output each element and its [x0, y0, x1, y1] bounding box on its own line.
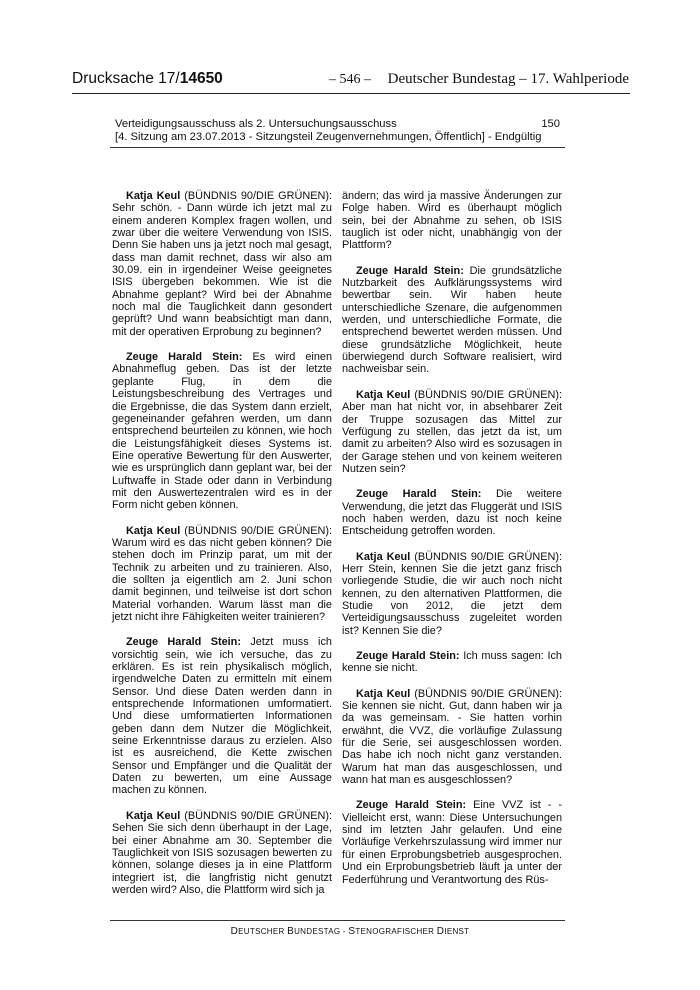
speaker-name: Katja Keul	[356, 388, 411, 401]
protocol-page-number: 150	[541, 118, 560, 130]
speaker-affiliation: (BÜNDNIS 90/DIE GRÜNEN):	[180, 809, 332, 822]
transcript-paragraph	[112, 190, 332, 338]
left-column	[112, 190, 332, 909]
transcript-paragraph	[112, 810, 332, 896]
transcript-paragraph	[342, 650, 562, 675]
transcript-paragraph	[112, 636, 332, 796]
statement-text: Ich muss sagen: Ich kenne sie nicht.	[342, 650, 562, 675]
page-label: – 546 –	[329, 72, 371, 87]
right-column	[342, 190, 562, 899]
statement-text: Sie kennen sie nicht. Gut, dann haben wir ja da was gemeinsam. - Sie hatten vorhin erwähnt, die VVZ, die vorläufige Zulassung für die Serie, sei ausgeschlossen worden. Das habe ich noch nicht ganz verstanden. Warum hat man das ausgeschlossen, und wann hat man es ausgeschlossen?	[342, 700, 562, 787]
speaker-affiliation: (BÜNDNIS 90/DIE GRÜNEN):	[410, 687, 562, 700]
speaker-name: Katja Keul	[126, 190, 181, 202]
footer-rule	[110, 920, 565, 921]
speaker-affiliation: (BÜNDNIS 90/DIE GRÜNEN):	[410, 388, 562, 401]
speaker-name: Katja Keul	[356, 687, 411, 700]
document-number: Drucksache 17/14650	[72, 70, 223, 87]
statement-text: Herr Stein, kennen Sie die jetzt ganz frisch vorliegende Studie, die wir auch noch nicht kennen, zu den alternativen Plattformen, die Studie von 2012, die jetzt dem Verteidigungsausschuss zugeleitet worden ist? Kennen Sie die?	[342, 562, 562, 637]
transcript-paragraph	[342, 799, 562, 885]
subheader-rule	[110, 147, 565, 148]
statement-text: Die grundsätzliche Nutzbarkeit des Aufklärungssystems wird bewertbar sein. Wir haben heute unterschiedliche Szenare, die aufgenommen werden, und unterschiedliche Formate, die entsprechend bewertet werden müssen. Und diese grundsätzliche Möglichkeit, heute überwiegend durch Software realisiert, wird nachweisbar sein.	[342, 264, 562, 376]
statement-text: Warum wird es das nicht geben können? Die stehen doch im Prinzip parat, um mit der Technik zu arbeiten und zu trainieren. Also, die sollten ja eigentlich am 2. Juni schon damit beginnen, und teilweise ist dort schon Material vorhanden. Warum lässt man die jetzt nicht ihre Fähigkeiten weiter trainieren?	[112, 536, 332, 623]
statement-text: Jetzt muss ich vorsichtig sein, wie ich versuche, das zu erklären. Es ist rein physikalisch möglich, irgendwelche Daten zu ermitteln mit einem Sensor. Und diese Daten werden dann in entsprechende Informationen umformatiert. Und diese umformatierten Informationen geben dann dem Nutzer die Möglichkeit, seine Erkenntnisse daraus zu erzielen. Also ist es ausreichend, die Kette zwischen Sensor und Empfänger und die Qualität der Daten zu bewerten, um eine Aussage machen zu können.	[112, 636, 332, 797]
speaker-affiliation: (BÜNDNIS 90/DIE GRÜNEN):	[410, 550, 562, 563]
transcript-paragraph	[112, 525, 332, 624]
institution-label: Deutscher Bundestag – 17. Wahlperiode	[387, 71, 629, 87]
committee-title: Verteidigungsausschuss als 2. Untersuchungsausschuss	[115, 118, 397, 130]
statement-text: Die weitere Verwendung, die jetzt das Fluggerät und ISIS noch haben werden, dazu ist noch keine Entscheidung getroffen worden.	[342, 488, 562, 538]
transcript-paragraph	[342, 265, 562, 376]
speaker-name: Zeuge Harald Stein:	[126, 351, 243, 364]
transcript-paragraph	[342, 688, 562, 787]
statement-text: Sehr schön. - Dann würde ich jetzt mal zu einem anderen Komplex fragen wollen, und zwar über die weitere Verwendung von ISIS. Denn Sie haben uns ja jetzt noch mal gesagt, dass man damit rechnet, dass wir also am 30.09. ein in irgendeiner Weise geeignetes ISIS übergeben bekommen. Wie ist die Abnahme geplant? Wird bei der Abnahme noch mal die Tauglichkeit dann gesondert geprüft? Und wann beabsichtigt man dann, mit der operativen Erprobung zu beginnen?	[112, 202, 332, 338]
transcript-paragraph	[342, 551, 562, 637]
transcript-paragraph	[342, 389, 562, 475]
speaker-name: Zeuge Harald Stein:	[356, 650, 460, 662]
speaker-name: Zeuge Harald Stein:	[356, 264, 464, 277]
transcript-paragraph	[112, 351, 332, 511]
speaker-name: Zeuge Harald Stein:	[126, 636, 241, 649]
speaker-name: Katja Keul	[126, 524, 181, 537]
speaker-name: Katja Keul	[356, 550, 411, 563]
statement-text: Sehen Sie sich denn überhaupt in der Lage, bei einer Abnahme am 30. September die Tauglichkeit von ISIS sozusagen bewerten zu können, solange dieses ja in eine Plattform integriert ist, die langfristig nicht genutzt werden wird? Also, die Plattform wird sich ja	[112, 822, 332, 896]
speaker-affiliation: (BÜNDNIS 90/DIE GRÜNEN):	[180, 524, 332, 537]
speaker-name: Zeuge Harald Stein:	[356, 488, 482, 501]
statement-text: Es wird einen Abnahmeflug geben. Das ist der letzte geplante Flug, in dem die Leistungsbeschreibung des Vertrages und die Ergebnisse, die das System dann erzielt, gegeneinander gefahren werden, um dann entsprechend beurteilen zu können, wie hoch die Leistungsfähigkeit dieses Systems ist. Eine operative Bewertung für den Auswerter, wie es ursprünglich dann geplant war, bei der Luftwaffe in Stade oder dann in Verbindung mit den Auswertezentralen wird es in der Form nicht geben können.	[112, 351, 332, 512]
speaker-affiliation: (BÜNDNIS 90/DIE GRÜNEN):	[180, 190, 332, 202]
footer-text: DEUTSCHER BUNDESTAG - STENOGRAFISCHER DIENST	[230, 926, 470, 937]
statement-text: ändern; das wird ja massive Änderungen zur Folge haben. Wird es überhaupt möglich sein, bei der Abnahme zu sehen, ob ISIS tauglich ist oder nicht, unabhängig von der Plattform?	[342, 190, 562, 252]
session-info: [4. Sitzung am 23.07.2013 - Sitzungsteil Zeugenvernehmungen, Öffentlich] - Endgültig	[115, 131, 542, 143]
statement-text: Aber man hat nicht vor, in absehbarer Zeit der Truppe sozusagen das Mittel zur Verfügung zu stellen, das jetzt da ist, um damit zu arbeiten? Also wird es sozusagen in der Garage stehen und von keinem weiteren Nutzen sein?	[342, 401, 562, 475]
speaker-name: Zeuge Harald Stein:	[356, 799, 467, 812]
statement-text: Eine VVZ ist - - Vielleicht erst, wann: Diese Untersuchungen sind im letzten Jahr gelaufen. Und eine Vorläufige Verkehrszulassung wird immer nur für einen Erprobungsbetrieb ausgesprochen. Und ein Erprobungsbetrieb läuft ja unter der Federführung und Verantwortung des Rüs-	[342, 799, 562, 886]
speaker-name: Katja Keul	[126, 809, 181, 822]
transcript-paragraph	[342, 190, 562, 252]
header-rule	[72, 93, 630, 94]
transcript-paragraph	[342, 488, 562, 537]
